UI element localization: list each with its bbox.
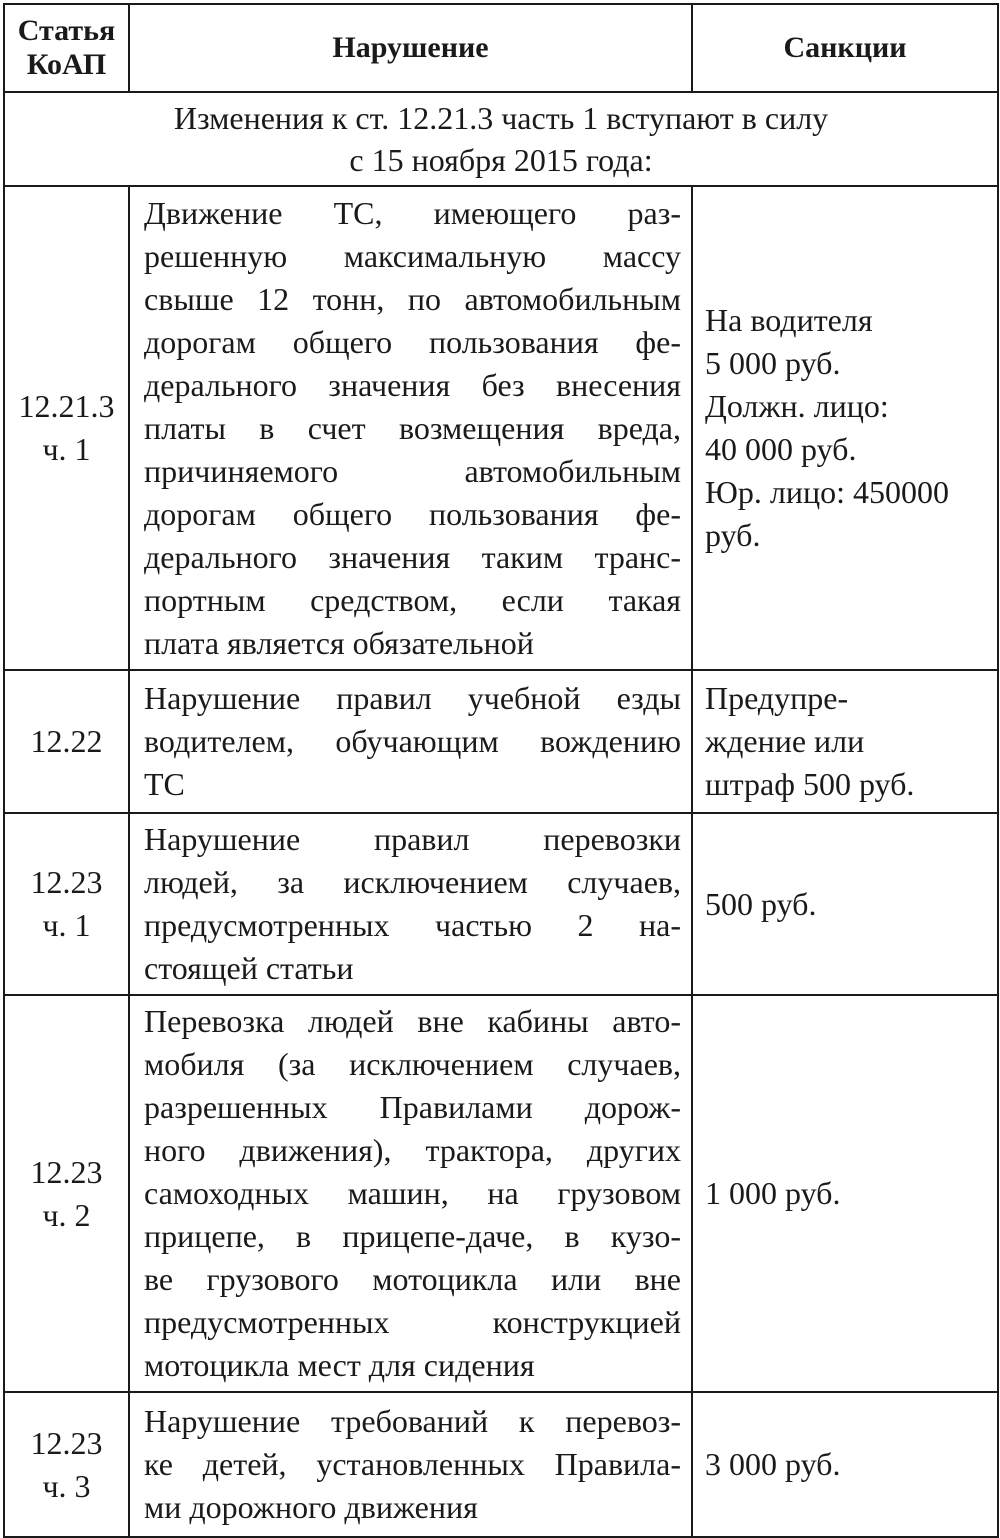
- violation-line: Перевозка людей вне кабины авто-: [144, 1003, 681, 1039]
- violation-line: разрешенных Правилами дорож-: [144, 1089, 681, 1125]
- violation-cell: [129, 186, 692, 670]
- violation-line: Нарушение требований к перевоз-: [144, 1403, 681, 1439]
- violation-line: Нарушение правил перевозки: [144, 821, 681, 857]
- violation-line: дерального значения таким транс-: [144, 538, 681, 575]
- sanctions-line: 1 000 руб.: [705, 1175, 841, 1211]
- violation-line: Движение ТС, имеющего раз-: [144, 194, 681, 231]
- sanctions-line: 5 000 руб.: [705, 345, 841, 381]
- violation-line: предусмотренных конструкцией: [144, 1304, 681, 1340]
- article-cell: [4, 995, 129, 1392]
- note-cell: [4, 92, 998, 186]
- sanctions-line: ждение или: [705, 723, 865, 759]
- violation-line: свыше 12 тонн, по автомобильным: [144, 280, 681, 317]
- violation-line: причиняемого автомобильным: [144, 452, 681, 489]
- violation-line: Нарушение правил учебной езды: [144, 680, 681, 716]
- note-line: Изменения к ст. 12.21.3 часть 1 вступают в силу: [173, 100, 829, 136]
- article-cell: [4, 1392, 129, 1537]
- sanctions-line: Должн. лицо:: [705, 388, 889, 424]
- violation-line: прицепе, в прицепе-даче, в кузо-: [144, 1218, 681, 1254]
- violation-line: самоходных машин, на грузовом: [144, 1175, 681, 1211]
- note-line: с 15 ноября 2015 года:: [349, 142, 653, 178]
- violation-line: ТС: [144, 766, 185, 802]
- article-cell: [4, 813, 129, 995]
- table-row: [4, 670, 998, 813]
- table-row: [4, 813, 998, 995]
- header-violation: Нарушение: [129, 4, 692, 92]
- violation-cell: [129, 670, 692, 813]
- violation-line: ного движения), трактора, других: [144, 1132, 681, 1168]
- header-article: [4, 4, 129, 92]
- sanctions-line: Юр. лицо: 450000: [705, 474, 949, 510]
- sanctions-cell: [692, 1392, 998, 1537]
- violation-line: дерального значения без внесения: [144, 366, 681, 403]
- koap-table: [3, 3, 999, 1538]
- header-sanctions: Санкции: [692, 4, 998, 92]
- sanctions-line: Предупре-: [705, 680, 849, 716]
- sanctions-line: руб.: [705, 517, 761, 553]
- violation-line: портным средством, если такая: [144, 581, 681, 618]
- sanctions-cell: [692, 813, 998, 995]
- article-line: 12.23: [30, 864, 103, 900]
- header-article-line: КоАП: [26, 48, 107, 81]
- violation-line: плата является обязательной: [144, 624, 534, 661]
- article-line: 12.21.3: [18, 388, 115, 424]
- article-line: 12.22: [30, 723, 103, 759]
- table-row: [4, 186, 998, 670]
- article-line: ч. 1: [42, 431, 91, 467]
- article-line: ч. 2: [42, 1196, 91, 1233]
- violation-cell: [129, 1392, 692, 1537]
- violation-line: людей, за исключением случаев,: [144, 864, 681, 900]
- note-row: [4, 92, 998, 186]
- sanctions-line: 3 000 руб.: [705, 1446, 841, 1482]
- article-line: ч. 1: [42, 907, 91, 943]
- violation-line: ке детей, установленных Правила-: [144, 1446, 681, 1482]
- sanctions-line: 40 000 руб.: [705, 431, 857, 467]
- violation-cell: [129, 813, 692, 995]
- violation-line: дорогам общего пользования фе-: [144, 323, 681, 360]
- sanctions-line: 500 руб.: [705, 885, 817, 922]
- article-cell: [4, 186, 129, 670]
- violation-line: ми дорожного движения: [144, 1489, 478, 1525]
- table-row: [4, 995, 998, 1392]
- article-line: ч. 3: [42, 1467, 91, 1504]
- violation-line: мобиля (за исключением случаев,: [144, 1046, 681, 1082]
- violation-line: водителем, обучающим вождению: [144, 723, 681, 759]
- violation-line: ве грузового мотоцикла или вне: [144, 1261, 681, 1297]
- violation-line: стоящей статьи: [144, 950, 354, 986]
- sanctions-line: штраф 500 руб.: [705, 766, 915, 802]
- article-line: 12.23: [30, 1153, 103, 1190]
- sanctions-cell: [692, 670, 998, 813]
- violation-line: предусмотренных частью 2 на-: [144, 907, 681, 943]
- sanctions-cell: [692, 995, 998, 1392]
- violation-line: решенную максимальную массу: [144, 237, 681, 274]
- sanctions-cell: [692, 186, 998, 670]
- violation-cell: [129, 995, 692, 1392]
- article-cell: [4, 670, 129, 813]
- violation-line: дорогам общего пользования фе-: [144, 495, 681, 532]
- table-row: [4, 1392, 998, 1537]
- violation-line: мотоцикла мест для сидения: [144, 1347, 535, 1383]
- header-article-line: Статья: [17, 14, 116, 47]
- violation-line: платы в счет возмещения вреда,: [144, 409, 681, 446]
- header-row: [4, 4, 998, 92]
- sanctions-line: На водителя: [705, 302, 873, 338]
- article-line: 12.23: [30, 1424, 103, 1461]
